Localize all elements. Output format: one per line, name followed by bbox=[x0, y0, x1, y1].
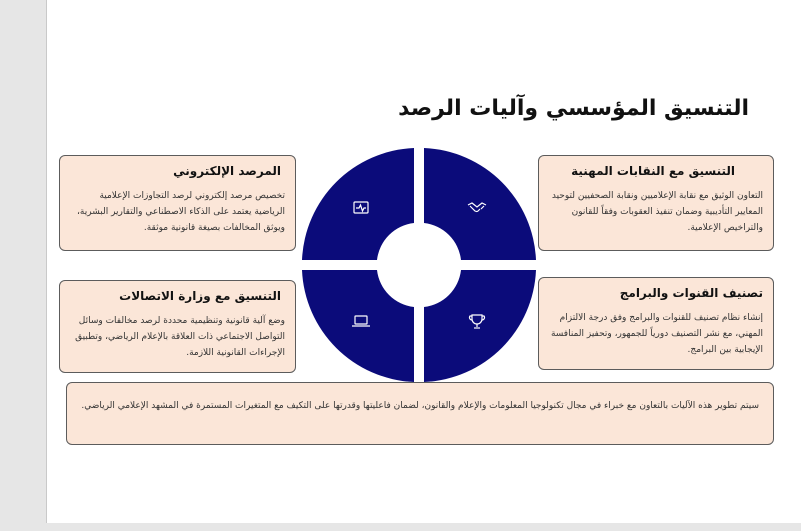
card-title: التنسيق مع وزارة الاتصالات bbox=[119, 289, 281, 303]
slide-title: التنسيق المؤسسي وآليات الرصد bbox=[398, 96, 749, 121]
card-electronic-monitor bbox=[59, 155, 296, 251]
card-communications bbox=[59, 280, 296, 373]
card-text: وضع آلية قانونية وتنظيمية محددة لرصد مخالفات وسائل التواصل الاجتماعي ذات العلاقة بالإعلام الرياضي، وتطبيق الإجراءات القانونية اللازمة. bbox=[75, 316, 285, 358]
card-title: المرصد الإلكتروني bbox=[173, 164, 281, 178]
ring-segment-top-left bbox=[302, 148, 414, 260]
footer-note: سيتم تطوير هذه الآليات بالتعاون مع خبراء في مجال تكنولوجيا المعلومات والإعلام والقانون، لضمان فاعليتها وقدرتها على التكيف مع المتغيرات المستمرة في المشهد الإعلامي الرياضي. bbox=[66, 382, 774, 445]
card-unions bbox=[538, 155, 774, 251]
card-text: إنشاء نظام تصنيف للقنوات والبرامج وفق درجة الالتزام المهني، مع نشر التصنيف دورياً للجمهور، وتحفيز المنافسة الإيجابية بين البرامج. bbox=[550, 313, 763, 355]
card-title: تصنيف القنوات والبرامج bbox=[619, 286, 763, 300]
card-title: التنسيق مع النقابات المهنية bbox=[571, 164, 735, 178]
card-classification bbox=[538, 277, 774, 370]
quadrant-ring bbox=[302, 148, 536, 382]
bottom-gutter bbox=[46, 523, 801, 531]
ring-segment-bottom-right bbox=[424, 270, 536, 382]
card-text: التعاون الوثيق مع نقابة الإعلاميين ونقابة الصحفيين لتوحيد المعايير التأديبية وضمان تنفيذ العقوبات وفقاً للقانون والتراخيص الإعلامية. bbox=[551, 191, 763, 233]
card-text: تخصيص مرصد إلكتروني لرصد التجاوزات الإعلامية الرياضية يعتمد على الذكاء الاصطناعي والتقارير البشرية، ويوثق المخالفات بصيغة قانونية موثقة. bbox=[77, 191, 285, 233]
left-gutter bbox=[0, 0, 46, 531]
